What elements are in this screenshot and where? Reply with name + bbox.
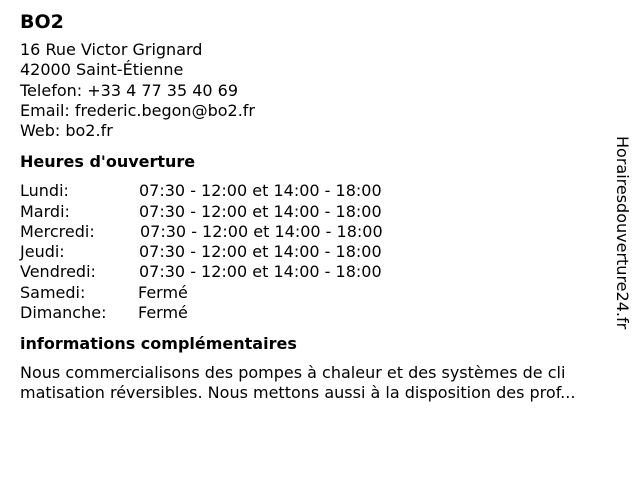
day-hours: 07:30 - 12:00 et 14:00 - 18:00 <box>139 181 382 201</box>
hours-row-wednesday <box>20 222 620 242</box>
hours-row-thursday <box>20 242 620 262</box>
day-hours: Fermé <box>138 282 188 302</box>
hours-row-sunday <box>20 303 620 323</box>
business-name: BO2 <box>20 11 64 33</box>
info-line: matisation réversibles. Nous mettons aussi à la disposition des prof... <box>20 383 576 403</box>
day-label: Vendredi: <box>20 262 96 282</box>
address-block <box>20 40 620 141</box>
street-address: 16 Rue Victor Grignard <box>20 40 203 59</box>
day-hours: Fermé <box>138 302 188 322</box>
email-address: Email: frederic.begon@bo2.fr <box>20 100 255 120</box>
additional-info-text <box>20 363 620 404</box>
phone-number: Telefon: +33 4 77 35 40 69 <box>20 80 239 100</box>
site-watermark: Horairesdouverture24.fr <box>613 136 632 330</box>
day-hours: 07:30 - 12:00 et 14:00 - 18:00 <box>139 242 382 262</box>
additional-info-title: informations complémentaires <box>20 333 297 353</box>
hours-row-monday <box>20 181 620 201</box>
city-postcode: 42000 Saint-Étienne <box>20 60 184 80</box>
day-label: Jeudi: <box>20 242 65 262</box>
day-hours: 07:30 - 12:00 et 14:00 - 18:00 <box>140 221 383 241</box>
day-hours: 07:30 - 12:00 et 14:00 - 18:00 <box>139 262 382 282</box>
opening-hours-title: Heures d'ouverture <box>20 152 196 172</box>
info-line: Nous commercialisons des pompes à chaleur et des systèmes de cli <box>20 362 566 382</box>
opening-hours-table <box>20 181 620 322</box>
website: Web: bo2.fr <box>20 121 113 141</box>
day-label: Mercredi: <box>20 221 95 241</box>
hours-row-tuesday <box>20 202 620 222</box>
day-label: Mardi: <box>20 201 70 221</box>
hours-row-saturday <box>20 283 620 303</box>
business-card <box>20 10 620 404</box>
day-label: Samedi: <box>20 282 86 302</box>
hours-row-friday <box>20 262 620 282</box>
day-hours: 07:30 - 12:00 et 14:00 - 18:00 <box>139 201 382 221</box>
day-label: Lundi: <box>20 181 69 201</box>
day-label: Dimanche: <box>20 302 107 322</box>
